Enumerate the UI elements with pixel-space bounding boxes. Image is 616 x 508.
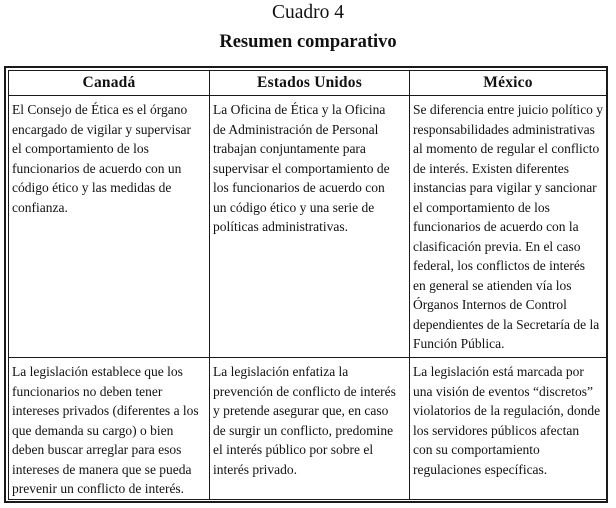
cell-text-line: violatorios de la regulación, donde — [413, 403, 601, 418]
cell-canada-legislacion — [9, 358, 210, 500]
cell-text-line: confianza. — [12, 199, 68, 215]
cell-text-line: que demanda su cargo) o bien — [12, 422, 174, 438]
header-row — [9, 71, 607, 96]
cell-estados-unidos-supervision — [210, 96, 410, 358]
cell-text-line: de surgir un conflicto, predomine — [213, 422, 394, 438]
cell-text-line: con su comportamiento — [413, 442, 540, 457]
cell-text-line: el comportamiento de los — [12, 141, 149, 156]
cell-text-line: La legislación está marcada por — [413, 364, 584, 379]
cell-text-line: de interés. Existen diferentes — [413, 160, 569, 176]
cell-text-line: en general se atienden vía los — [413, 277, 572, 293]
cell-text-line: interés privado. — [213, 461, 297, 477]
cell-text-line: Se diferencia entre juicio político y — [413, 102, 604, 117]
cell-text-line: responsabilidades administrativas — [413, 121, 595, 137]
cell-text-line: clasificación previa. En el caso — [413, 238, 581, 254]
cell-text-line: encargado de vigilar y supervisar — [12, 121, 191, 137]
cell-text-line: un código ético y una serie de — [213, 199, 375, 215]
table-title: Resumen comparativo — [219, 32, 397, 52]
cell-text-line: federal, los conflictos de interés — [413, 258, 586, 273]
cell-estados-unidos-legislacion — [210, 358, 410, 500]
cell-text-line: una visión de eventos “discretos” — [413, 383, 593, 399]
cell-text-line: funcionarios de acuerdo con la — [413, 219, 579, 234]
comparison-table — [4, 66, 608, 503]
cell-text-line: dependientes de la Secretaría de la — [413, 316, 600, 332]
column-header-estados-unidos: Estados Unidos — [210, 71, 410, 96]
cell-text-line: el interés público por sobre el — [213, 442, 374, 457]
cell-text-line: instancias para vigilar y sancionar — [413, 180, 597, 195]
cell-mexico-legislacion — [410, 358, 607, 500]
cell-text-line: los funcionarios de acuerdo con — [213, 180, 385, 195]
cell-text-line: los servidores públicos afectan — [413, 422, 580, 438]
column-header-canada: Canadá — [9, 71, 210, 96]
cell-text-line: La legislación enfatiza la — [213, 364, 349, 379]
cell-text-line: políticas administrativas. — [213, 219, 348, 234]
cell-mexico-supervision — [410, 96, 607, 358]
cell-text-line: El Consejo de Ética es el órgano — [12, 102, 188, 117]
comparison-grid — [8, 70, 607, 500]
cell-text-line: intereses privados (diferentes a los — [12, 403, 199, 418]
cell-text-line: prevenir un conflicto de interés. — [12, 481, 185, 496]
table-row-legislacion — [9, 358, 607, 500]
cell-text-line: trabajan conjuntamente para — [213, 141, 366, 156]
cell-text-line: deben buscar arreglar para esos — [12, 442, 182, 457]
table-row-supervision — [9, 96, 607, 358]
cell-text-line: al momento de regular el conflicto — [413, 141, 600, 156]
cell-text-line: funcionarios de acuerdo con un — [12, 160, 182, 176]
cell-text-line: de Administración de Personal — [213, 121, 379, 137]
cell-canada-supervision — [9, 96, 210, 358]
cell-text-line: el comportamiento de los — [413, 199, 550, 215]
table-number: Cuadro 4 — [271, 2, 345, 23]
cell-text-line: código ético y las medidas de — [12, 180, 172, 195]
cell-text-line: supervisar el comportamiento de — [213, 160, 390, 176]
column-header-mexico: México — [410, 71, 607, 96]
cell-text-line: regulaciones específicas. — [413, 461, 548, 477]
cell-text-line: y pretende asegurar que, en caso — [213, 403, 389, 418]
cell-text-line: Órganos Internos de Control — [413, 297, 567, 312]
cell-text-line: La legislación establece que los — [12, 364, 183, 379]
cell-text-line: funcionarios no deben tener — [12, 383, 163, 399]
cell-text-line: La Oficina de Ética y la Oficina — [213, 102, 386, 117]
cell-text-line: prevención de conflicto de interés — [213, 383, 396, 399]
cell-text-line: intereses de manera que se pueda — [12, 461, 192, 477]
cell-text-line: Función Pública. — [413, 336, 505, 351]
